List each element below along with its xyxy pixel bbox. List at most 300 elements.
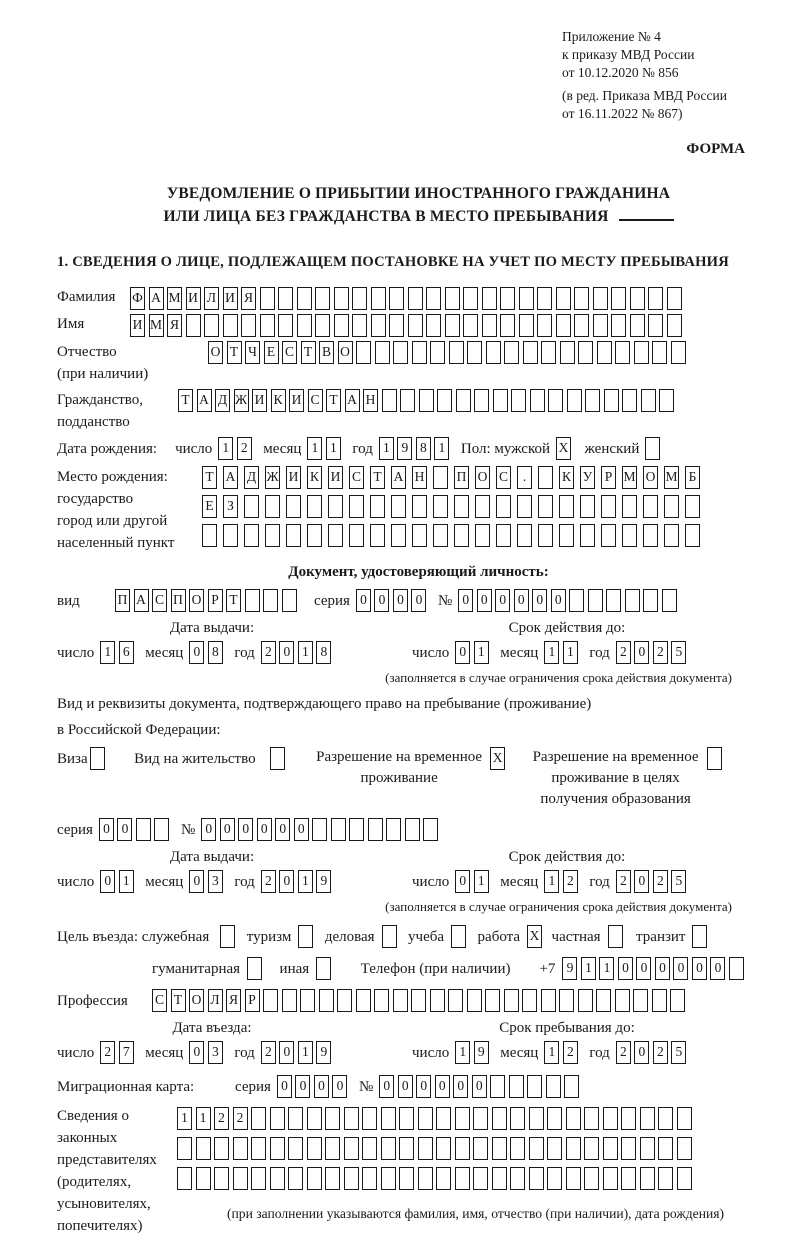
cell[interactable] <box>643 589 658 612</box>
cell[interactable] <box>265 495 280 518</box>
cell[interactable] <box>412 341 427 364</box>
doc-issue-day-cells[interactable] <box>100 641 137 664</box>
birthplace-cells-row2[interactable] <box>202 495 706 518</box>
cell[interactable] <box>381 1167 396 1190</box>
cell[interactable]: И <box>186 287 201 310</box>
cell[interactable]: Т <box>202 466 217 489</box>
cell[interactable] <box>381 1137 396 1160</box>
cell[interactable] <box>601 524 616 547</box>
cell[interactable] <box>593 287 608 310</box>
cell[interactable]: 1 <box>544 641 559 664</box>
cell[interactable]: Н <box>363 389 378 412</box>
birth-day-cells[interactable] <box>218 437 255 460</box>
cell[interactable] <box>510 1107 525 1130</box>
cell[interactable] <box>436 1137 451 1160</box>
cell[interactable] <box>233 1137 248 1160</box>
cell[interactable] <box>603 1137 618 1160</box>
cell[interactable] <box>547 1167 562 1190</box>
cell[interactable] <box>615 341 630 364</box>
cell[interactable] <box>393 341 408 364</box>
doc-issue-month-cells[interactable] <box>189 641 226 664</box>
cell[interactable]: 0 <box>455 870 470 893</box>
cell[interactable] <box>621 1107 636 1130</box>
cell[interactable] <box>482 287 497 310</box>
cell[interactable] <box>643 524 658 547</box>
cell[interactable] <box>288 1167 303 1190</box>
cell[interactable]: Е <box>202 495 217 518</box>
cell[interactable] <box>391 495 406 518</box>
cell[interactable]: В <box>319 341 334 364</box>
cell[interactable]: 9 <box>474 1041 489 1064</box>
permit-number-cells[interactable] <box>201 818 442 841</box>
cell[interactable]: 2 <box>616 641 631 664</box>
birth-month-cells[interactable] <box>307 437 344 460</box>
cell[interactable]: 0 <box>189 870 204 893</box>
cell[interactable] <box>584 1167 599 1190</box>
cell[interactable] <box>307 1107 322 1130</box>
cell[interactable] <box>608 925 623 948</box>
cell[interactable] <box>307 1167 322 1190</box>
cell[interactable] <box>448 989 463 1012</box>
cell[interactable] <box>578 341 593 364</box>
cell[interactable] <box>496 524 511 547</box>
cell[interactable] <box>418 1167 433 1190</box>
cell[interactable]: 1 <box>474 641 489 664</box>
stay-day-cells[interactable] <box>455 1041 492 1064</box>
cell[interactable]: А <box>197 389 212 412</box>
cell[interactable]: X <box>556 437 571 460</box>
cell[interactable]: Ж <box>234 389 249 412</box>
cell[interactable]: Б <box>685 466 700 489</box>
cell[interactable] <box>389 287 404 310</box>
cell[interactable] <box>658 1107 673 1130</box>
cell[interactable]: 0 <box>710 957 725 980</box>
cell[interactable] <box>522 989 537 1012</box>
cell[interactable] <box>349 495 364 518</box>
cell[interactable] <box>325 1167 340 1190</box>
cell[interactable]: 0 <box>514 589 529 612</box>
cell[interactable] <box>251 1137 266 1160</box>
cell[interactable]: 0 <box>411 589 426 612</box>
cell[interactable] <box>362 1137 377 1160</box>
cell[interactable]: А <box>345 389 360 412</box>
cell[interactable] <box>352 287 367 310</box>
cell[interactable]: 1 <box>177 1107 192 1130</box>
cell[interactable] <box>566 1137 581 1160</box>
cell[interactable] <box>307 495 322 518</box>
cell[interactable]: М <box>149 314 164 337</box>
cell[interactable] <box>408 287 423 310</box>
cell[interactable] <box>282 589 297 612</box>
cell[interactable]: 1 <box>563 641 578 664</box>
cell[interactable]: Т <box>227 341 242 364</box>
cell[interactable]: Я <box>241 287 256 310</box>
cell[interactable] <box>574 287 589 310</box>
permit-valid-month-cells[interactable] <box>544 870 581 893</box>
cell[interactable] <box>659 389 674 412</box>
cell[interactable] <box>325 1107 340 1130</box>
cell[interactable]: Т <box>226 589 241 612</box>
cell[interactable]: Р <box>245 989 260 1012</box>
cell[interactable]: О <box>189 989 204 1012</box>
cell[interactable]: . <box>517 466 532 489</box>
cell[interactable]: М <box>622 466 637 489</box>
cell[interactable] <box>399 1167 414 1190</box>
cell[interactable] <box>344 1137 359 1160</box>
temp-permit-checkbox[interactable] <box>490 747 509 770</box>
cell[interactable]: Я <box>167 314 182 337</box>
cell[interactable]: 8 <box>416 437 431 460</box>
cell[interactable]: А <box>134 589 149 612</box>
permit-issue-month-cells[interactable] <box>189 870 226 893</box>
cell[interactable] <box>196 1137 211 1160</box>
cell[interactable] <box>455 1107 470 1130</box>
cell[interactable]: А <box>391 466 406 489</box>
cell[interactable] <box>244 495 259 518</box>
cell[interactable] <box>286 495 301 518</box>
cell[interactable] <box>371 287 386 310</box>
cell[interactable]: 1 <box>218 437 233 460</box>
cell[interactable] <box>559 495 574 518</box>
cell[interactable]: А <box>223 466 238 489</box>
profession-cells[interactable] <box>152 989 689 1012</box>
cell[interactable] <box>603 1167 618 1190</box>
cell[interactable]: 0 <box>374 589 389 612</box>
cell[interactable] <box>496 495 511 518</box>
cell[interactable] <box>538 524 553 547</box>
cell[interactable] <box>621 1137 636 1160</box>
cell[interactable]: 8 <box>208 641 223 664</box>
cell[interactable]: 2 <box>563 870 578 893</box>
cell[interactable] <box>652 341 667 364</box>
cell[interactable] <box>456 389 471 412</box>
cell[interactable] <box>371 314 386 337</box>
cell[interactable] <box>509 1075 524 1098</box>
cell[interactable]: М <box>167 287 182 310</box>
representatives-cells-row1[interactable] <box>177 1107 724 1130</box>
cell[interactable] <box>282 989 297 1012</box>
cell[interactable] <box>504 341 519 364</box>
cell[interactable]: Ж <box>265 466 280 489</box>
sex-female-checkbox[interactable] <box>645 437 664 460</box>
cell[interactable] <box>251 1167 266 1190</box>
permit-valid-year-cells[interactable] <box>616 870 690 893</box>
cell[interactable] <box>344 1167 359 1190</box>
cell[interactable] <box>596 989 611 1012</box>
cell[interactable] <box>278 314 293 337</box>
cell[interactable]: 0 <box>275 818 290 841</box>
cell[interactable] <box>529 1137 544 1160</box>
cell[interactable] <box>556 314 571 337</box>
cell[interactable]: 1 <box>196 1107 211 1130</box>
surname-cells[interactable] <box>130 287 685 310</box>
cell[interactable] <box>707 747 722 770</box>
cell[interactable]: П <box>454 466 469 489</box>
cell[interactable] <box>611 287 626 310</box>
cell[interactable]: Т <box>171 989 186 1012</box>
cell[interactable]: П <box>115 589 130 612</box>
cell[interactable] <box>223 314 238 337</box>
cell[interactable] <box>547 1137 562 1160</box>
cell[interactable]: С <box>152 989 167 1012</box>
cell[interactable] <box>493 389 508 412</box>
cell[interactable] <box>564 1075 579 1098</box>
cell[interactable] <box>298 925 313 948</box>
cell[interactable] <box>374 989 389 1012</box>
cell[interactable] <box>538 495 553 518</box>
cell[interactable] <box>263 989 278 1012</box>
cell[interactable]: 2 <box>653 1041 668 1064</box>
cell[interactable] <box>467 989 482 1012</box>
doc-valid-year-cells[interactable] <box>616 641 690 664</box>
cell[interactable]: 0 <box>277 1075 292 1098</box>
cell[interactable] <box>433 524 448 547</box>
cell[interactable]: 0 <box>416 1075 431 1098</box>
cell[interactable]: 0 <box>332 1075 347 1098</box>
cell[interactable]: 2 <box>653 870 668 893</box>
cell[interactable] <box>334 287 349 310</box>
cell[interactable]: Ф <box>130 287 145 310</box>
cell[interactable]: 0 <box>458 589 473 612</box>
cell[interactable] <box>316 957 331 980</box>
cell[interactable] <box>297 287 312 310</box>
cell[interactable] <box>641 389 656 412</box>
cell[interactable] <box>482 314 497 337</box>
cell[interactable]: М <box>664 466 679 489</box>
cell[interactable] <box>430 989 445 1012</box>
cell[interactable] <box>486 341 501 364</box>
cell[interactable] <box>566 1107 581 1130</box>
cell[interactable]: 0 <box>279 1041 294 1064</box>
cell[interactable]: 1 <box>119 870 134 893</box>
cell[interactable] <box>670 989 685 1012</box>
cell[interactable] <box>473 1167 488 1190</box>
cell[interactable] <box>530 389 545 412</box>
cell[interactable] <box>356 989 371 1012</box>
cell[interactable] <box>523 341 538 364</box>
cell[interactable] <box>537 287 552 310</box>
cell[interactable] <box>559 524 574 547</box>
name-cells[interactable] <box>130 314 685 337</box>
doc-issue-year-cells[interactable] <box>261 641 335 664</box>
cell[interactable]: Р <box>601 466 616 489</box>
patronymic-cells[interactable] <box>208 341 689 364</box>
phone-cells[interactable] <box>562 957 747 980</box>
cell[interactable] <box>622 495 637 518</box>
cell[interactable]: Д <box>215 389 230 412</box>
cell[interactable]: 0 <box>279 870 294 893</box>
cell[interactable]: К <box>307 466 322 489</box>
cell[interactable]: 1 <box>379 437 394 460</box>
cell[interactable]: 0 <box>636 957 651 980</box>
cell[interactable] <box>541 989 556 1012</box>
cell[interactable]: 0 <box>455 641 470 664</box>
permit-series-cells[interactable] <box>99 818 173 841</box>
cell[interactable] <box>90 747 105 770</box>
cell[interactable] <box>648 287 663 310</box>
cell[interactable] <box>408 314 423 337</box>
cell[interactable] <box>625 589 640 612</box>
cell[interactable]: 0 <box>238 818 253 841</box>
cell[interactable] <box>729 957 744 980</box>
cell[interactable] <box>445 287 460 310</box>
study-checkbox[interactable] <box>451 925 470 948</box>
cell[interactable] <box>517 524 532 547</box>
cell[interactable] <box>566 1167 581 1190</box>
cell[interactable] <box>504 989 519 1012</box>
cell[interactable] <box>382 925 397 948</box>
cell[interactable] <box>584 1137 599 1160</box>
cell[interactable] <box>260 314 275 337</box>
cell[interactable] <box>475 524 490 547</box>
cell[interactable]: 0 <box>99 818 114 841</box>
cell[interactable]: С <box>496 466 511 489</box>
cell[interactable]: О <box>475 466 490 489</box>
cell[interactable] <box>546 1075 561 1098</box>
cell[interactable] <box>517 495 532 518</box>
cell[interactable]: Т <box>301 341 316 364</box>
cell[interactable] <box>529 1167 544 1190</box>
cell[interactable]: 8 <box>316 641 331 664</box>
cell[interactable]: 0 <box>618 957 633 980</box>
cell[interactable] <box>265 524 280 547</box>
cell[interactable] <box>454 524 469 547</box>
cell[interactable] <box>315 287 330 310</box>
cell[interactable] <box>580 524 595 547</box>
cell[interactable] <box>382 389 397 412</box>
cell[interactable] <box>307 1137 322 1160</box>
cell[interactable] <box>418 1137 433 1160</box>
cell[interactable]: 1 <box>544 870 559 893</box>
cell[interactable] <box>325 1137 340 1160</box>
cell[interactable] <box>245 589 260 612</box>
cell[interactable]: И <box>252 389 267 412</box>
representatives-cells-row3[interactable] <box>177 1167 724 1190</box>
cell[interactable] <box>648 314 663 337</box>
birth-year-cells[interactable] <box>379 437 453 460</box>
cell[interactable] <box>662 589 677 612</box>
cell[interactable] <box>677 1167 692 1190</box>
permit-issue-year-cells[interactable] <box>261 870 335 893</box>
cell[interactable] <box>615 989 630 1012</box>
cell[interactable] <box>630 287 645 310</box>
cell[interactable] <box>288 1137 303 1160</box>
cell[interactable]: 0 <box>398 1075 413 1098</box>
cell[interactable] <box>556 287 571 310</box>
entry-day-cells[interactable] <box>100 1041 137 1064</box>
cell[interactable] <box>214 1137 229 1160</box>
cell[interactable]: Т <box>326 389 341 412</box>
permit-valid-day-cells[interactable] <box>455 870 492 893</box>
cell[interactable] <box>510 1167 525 1190</box>
cell[interactable] <box>643 495 658 518</box>
cell[interactable] <box>537 314 552 337</box>
cell[interactable] <box>328 524 343 547</box>
cell[interactable] <box>412 495 427 518</box>
cell[interactable]: 9 <box>397 437 412 460</box>
cell[interactable] <box>196 1167 211 1190</box>
cell[interactable] <box>500 287 515 310</box>
cell[interactable]: О <box>643 466 658 489</box>
other-checkbox[interactable] <box>316 957 335 980</box>
cell[interactable] <box>319 989 334 1012</box>
cell[interactable] <box>288 1107 303 1130</box>
cell[interactable] <box>652 989 667 1012</box>
sex-male-checkbox[interactable] <box>556 437 575 460</box>
cell[interactable] <box>315 314 330 337</box>
cell[interactable]: И <box>286 466 301 489</box>
cell[interactable] <box>411 989 426 1012</box>
cell[interactable]: И <box>328 466 343 489</box>
cell[interactable] <box>658 1167 673 1190</box>
cell[interactable]: 1 <box>434 437 449 460</box>
cell[interactable]: С <box>152 589 167 612</box>
cell[interactable] <box>436 1107 451 1130</box>
cell[interactable]: 2 <box>563 1041 578 1064</box>
cell[interactable] <box>473 1107 488 1130</box>
cell[interactable] <box>527 1075 542 1098</box>
cell[interactable]: 2 <box>261 870 276 893</box>
cell[interactable]: 2 <box>616 1041 631 1064</box>
cell[interactable] <box>263 589 278 612</box>
stay-month-cells[interactable] <box>544 1041 581 1064</box>
humanitarian-checkbox[interactable] <box>247 957 266 980</box>
cell[interactable] <box>349 818 364 841</box>
birthplace-cells-row1[interactable] <box>202 466 706 489</box>
cell[interactable]: И <box>289 389 304 412</box>
cell[interactable] <box>541 341 556 364</box>
cell[interactable]: 3 <box>208 1041 223 1064</box>
cell[interactable]: А <box>149 287 164 310</box>
cell[interactable] <box>622 524 637 547</box>
cell[interactable] <box>389 314 404 337</box>
cell[interactable] <box>580 495 595 518</box>
cell[interactable]: 0 <box>532 589 547 612</box>
cell[interactable]: 9 <box>316 870 331 893</box>
cell[interactable] <box>368 818 383 841</box>
doc-valid-month-cells[interactable] <box>544 641 581 664</box>
cell[interactable]: Н <box>412 466 427 489</box>
cell[interactable] <box>473 1137 488 1160</box>
cell[interactable] <box>645 437 660 460</box>
cell[interactable] <box>381 1107 396 1130</box>
cell[interactable] <box>593 314 608 337</box>
cell[interactable] <box>278 287 293 310</box>
cell[interactable] <box>344 1107 359 1130</box>
cell[interactable]: 3 <box>208 870 223 893</box>
cell[interactable] <box>588 589 603 612</box>
cell[interactable] <box>223 524 238 547</box>
cell[interactable] <box>611 314 626 337</box>
cell[interactable]: 0 <box>477 589 492 612</box>
cell[interactable] <box>297 314 312 337</box>
tourism-checkbox[interactable] <box>298 925 317 948</box>
cell[interactable] <box>640 1137 655 1160</box>
cell[interactable] <box>352 314 367 337</box>
cell[interactable] <box>449 341 464 364</box>
cell[interactable] <box>685 495 700 518</box>
cell[interactable] <box>597 341 612 364</box>
cell[interactable] <box>574 314 589 337</box>
cell[interactable]: Ч <box>245 341 260 364</box>
cell[interactable] <box>492 1137 507 1160</box>
cell[interactable]: 9 <box>562 957 577 980</box>
cell[interactable] <box>270 747 285 770</box>
cell[interactable]: 0 <box>379 1075 394 1098</box>
cell[interactable]: И <box>130 314 145 337</box>
cell[interactable] <box>463 287 478 310</box>
cell[interactable]: 0 <box>201 818 216 841</box>
